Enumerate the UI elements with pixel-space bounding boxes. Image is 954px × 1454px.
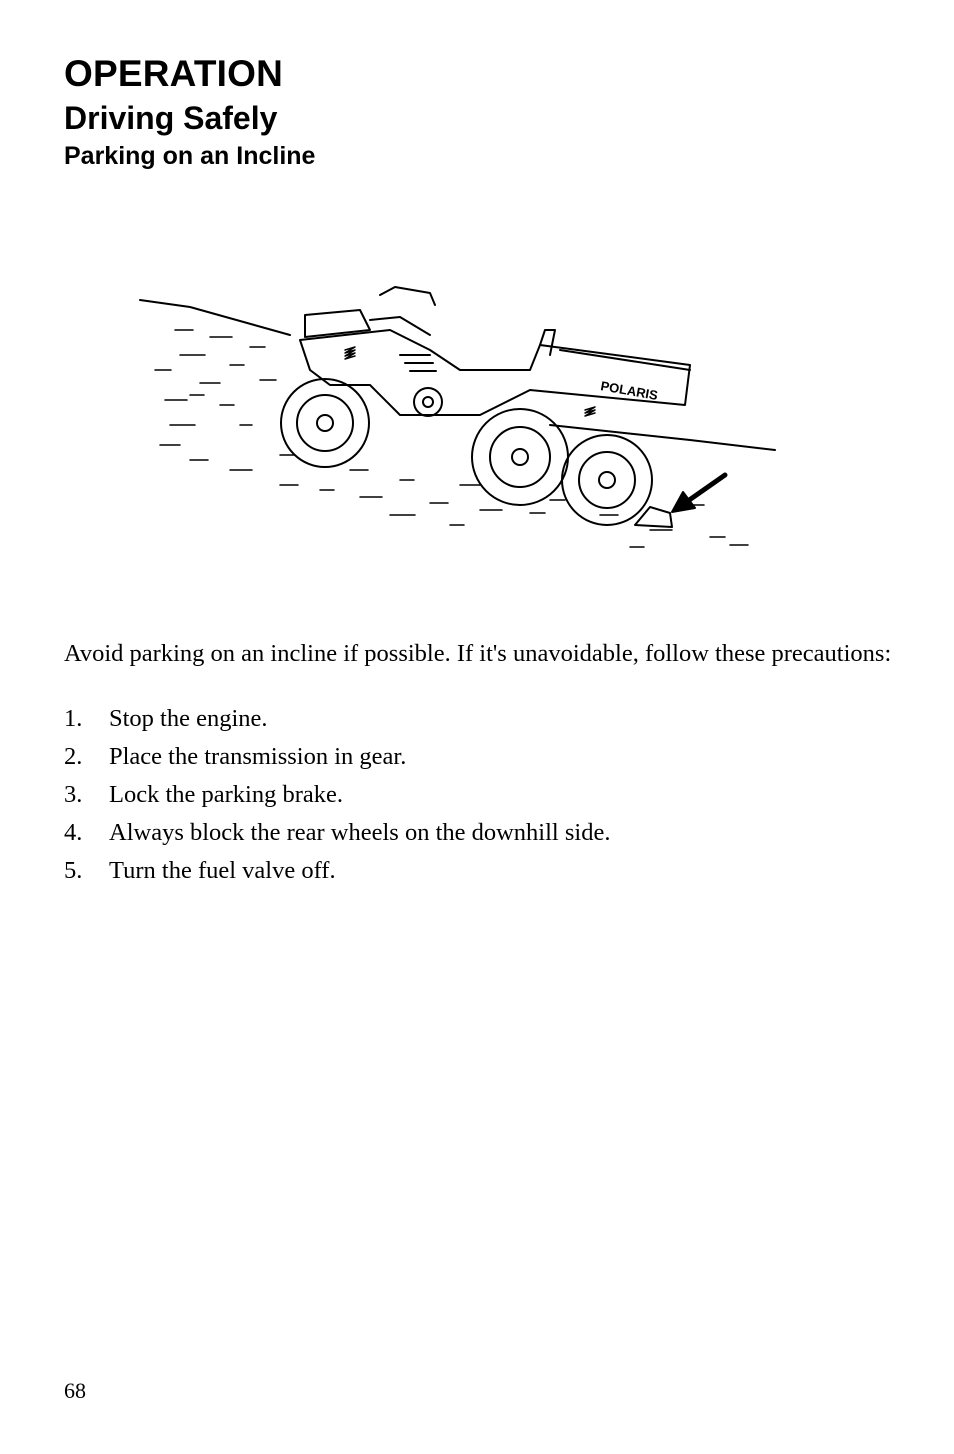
rear-wheel bbox=[562, 435, 652, 525]
ground-texture bbox=[155, 330, 748, 547]
list-item bbox=[64, 704, 610, 742]
arrow-icon bbox=[672, 475, 725, 512]
step-number: 5. bbox=[64, 857, 83, 884]
step-text: Lock the parking brake. bbox=[109, 781, 344, 808]
polaris-logo: POLARIS bbox=[599, 378, 660, 403]
step-text: Always block the rear wheels on the downhill side. bbox=[109, 819, 611, 846]
page-number: 68 bbox=[64, 1378, 86, 1403]
subsection-title: Parking on an Incline bbox=[64, 142, 316, 170]
step-number: 4. bbox=[64, 819, 83, 846]
suspension-springs bbox=[345, 347, 595, 416]
step-number: 3. bbox=[64, 781, 83, 808]
middle-wheel bbox=[472, 409, 568, 505]
front-wheel bbox=[281, 379, 369, 467]
step-text: Place the transmission in gear. bbox=[109, 743, 407, 770]
step-number: 1. bbox=[64, 705, 83, 732]
section-heading: OPERATION bbox=[64, 53, 284, 94]
list-item bbox=[64, 856, 610, 894]
step-text: Stop the engine. bbox=[109, 705, 268, 732]
step-number: 2. bbox=[64, 743, 83, 770]
hill-slope-line bbox=[140, 300, 775, 450]
atv-on-incline-illustration bbox=[130, 275, 790, 575]
intro-paragraph: Avoid parking on an incline if possible. If it's unavoidable, follow these precautions: bbox=[64, 640, 892, 667]
list-item bbox=[64, 780, 610, 818]
step-text: Turn the fuel valve off. bbox=[109, 857, 336, 884]
list-item bbox=[64, 742, 610, 780]
precaution-steps-list bbox=[64, 704, 610, 894]
page-title: Driving Safely bbox=[64, 100, 278, 136]
list-item bbox=[64, 818, 610, 856]
